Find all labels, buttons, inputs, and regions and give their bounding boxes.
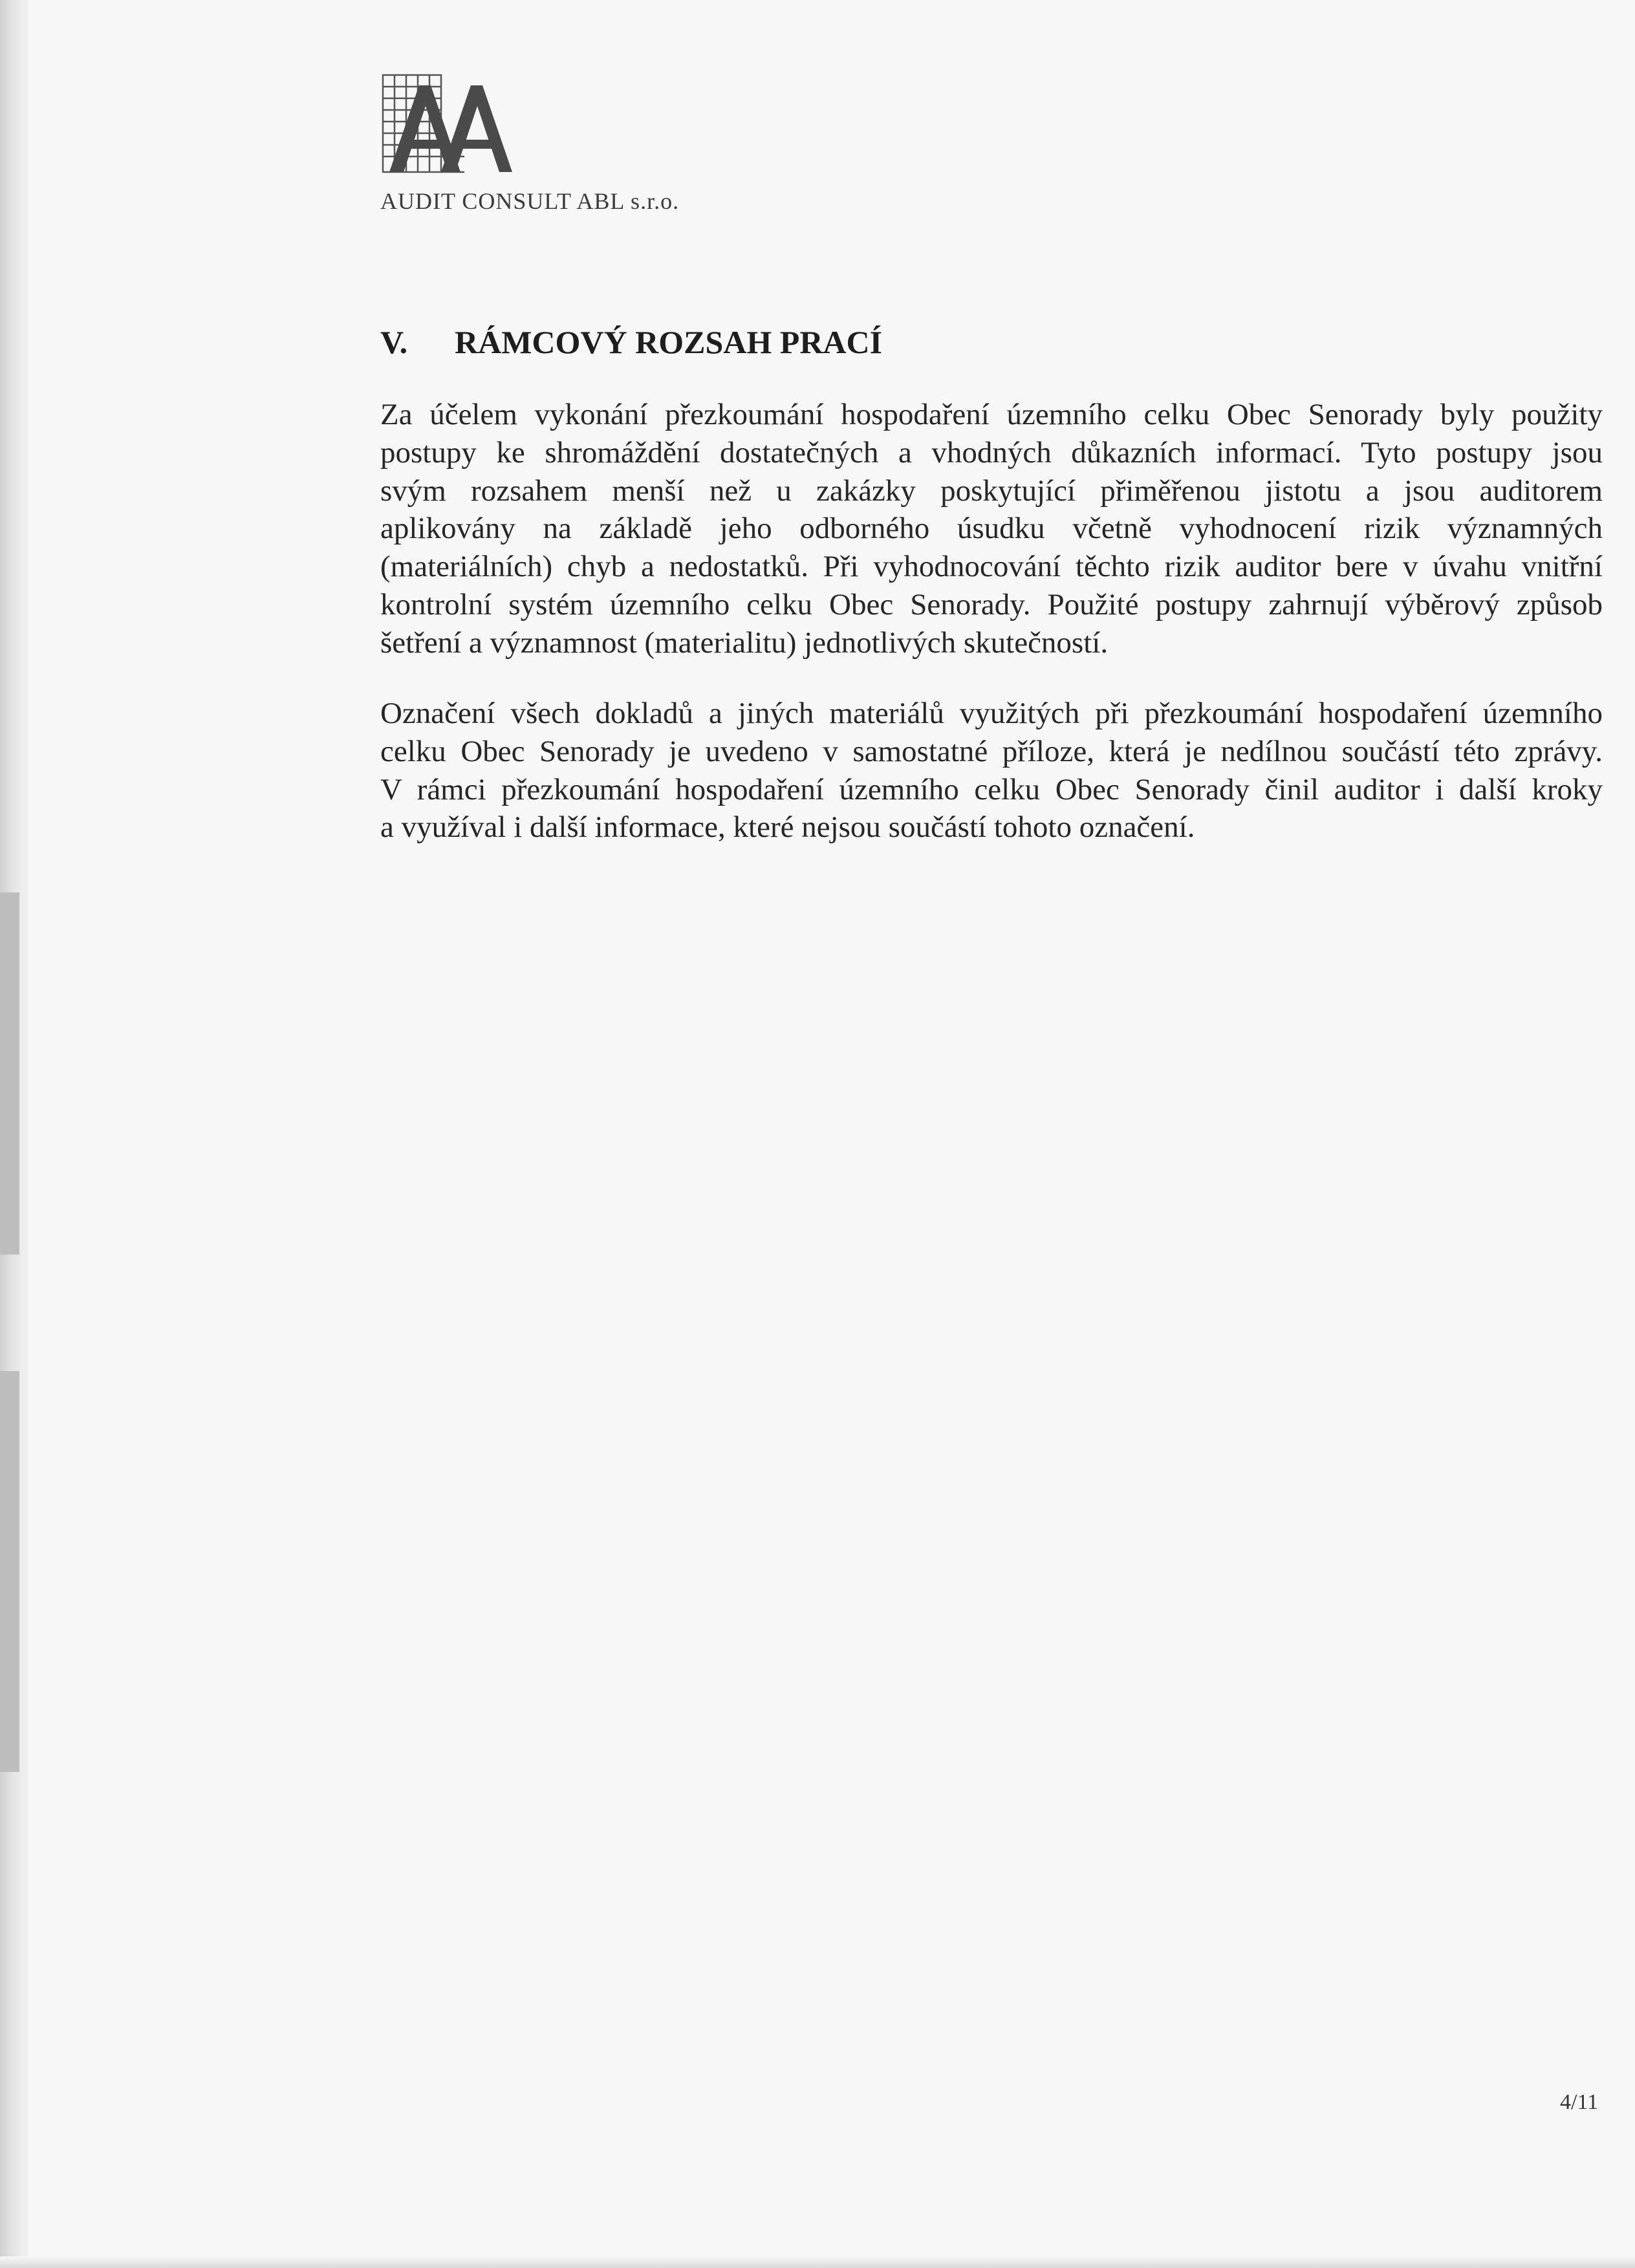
paragraph-line: V rámci přezkoumání hospodaření územního celku Obec Senorady činil auditor i další kroky bbox=[380, 772, 1603, 806]
scan-bottom-edge bbox=[0, 2256, 1635, 2268]
paragraph-line: celku Obec Senorady je uvedeno v samostatné příloze, která je nedílnou součástí této zprávy. bbox=[380, 734, 1603, 768]
paragraph-documents bbox=[380, 695, 1603, 847]
section-number: V. bbox=[380, 324, 408, 360]
company-name: AUDIT CONSULT ABL s.r.o. bbox=[380, 188, 680, 214]
paragraph-scope-of-work bbox=[380, 396, 1603, 662]
paragraph-line: Označení všech dokladů a jiných materiálů využitých při přezkoumání hospodaření územního bbox=[380, 697, 1603, 730]
section-title: RÁMCOVÝ ROZSAH PRACÍ bbox=[455, 324, 883, 360]
section-heading bbox=[380, 323, 882, 361]
paragraph-line: kontrolní systém územního celku Obec Senorady. Použité postupy zahrnují výběrový způsob bbox=[380, 587, 1603, 621]
paragraph-line: a využíval i další informace, které nejsou součástí tohoto označení. bbox=[380, 810, 1195, 845]
paragraph-line: postupy ke shromáždění dostatečných a vhodných důkazních informací. Tyto postupy jsou bbox=[380, 435, 1603, 470]
aa-grid-logo-icon bbox=[380, 72, 516, 175]
paragraph-line: šetření a významnost (materialitu) jednotlivých skutečností. bbox=[380, 625, 1109, 660]
scan-left-edge bbox=[0, 0, 28, 2268]
paragraph-line: aplikovány na základě jeho odborného úsudku včetně vyhodnocení rizik významných bbox=[380, 512, 1603, 546]
page-number: 4/11 bbox=[1560, 2090, 1599, 2114]
paragraph-line: Za účelem vykonání přezkoumání hospodaření územního celku Obec Senorady byly použity bbox=[380, 398, 1603, 431]
paragraph-line: svým rozsahem menší než u zakázky poskytující přiměřenou jistotu a jsou auditorem bbox=[380, 473, 1603, 508]
paragraph-line: (materiálních) chyb a nedostatků. Při vyhodnocování těchto rizik auditor bere v úvahu vnitřní bbox=[380, 550, 1603, 584]
